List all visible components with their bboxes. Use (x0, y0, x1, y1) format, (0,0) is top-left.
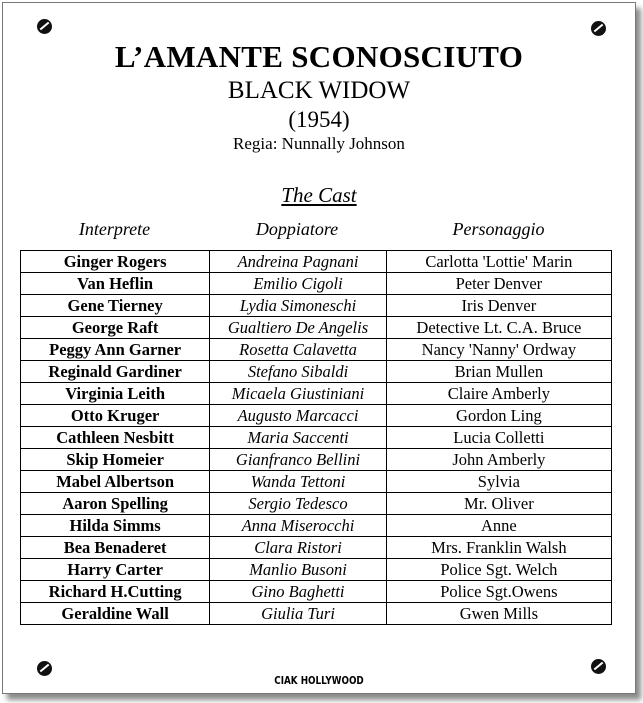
cast-dubber: Maria Saccenti (210, 427, 387, 449)
table-row (21, 515, 612, 537)
cast-dubber: Anna Miserocchi (210, 515, 387, 537)
cast-actor: Cathleen Nesbitt (21, 427, 210, 449)
cast-role: Mr. Oliver (386, 493, 611, 515)
ciak-hollywood-logo: CIAK HOLLYWOOD (274, 674, 364, 687)
column-header-role: Personaggio (452, 219, 545, 239)
table-row (21, 537, 612, 559)
table-row (21, 493, 612, 515)
movie-title: L’AMANTE SCONOSCIUTO (114, 39, 524, 74)
cast-role: Anne (386, 515, 611, 537)
director-credit: Regia: Nunnally Johnson (233, 134, 405, 153)
cast-dubber: Gualtiero De Angelis (210, 317, 387, 339)
cast-role: Police Sgt.Owens (386, 581, 611, 603)
cast-dubber: Andreina Pagnani (210, 251, 387, 273)
cast-actor: Ginger Rogers (21, 251, 210, 273)
cast-dubber: Wanda Tettoni (210, 471, 387, 493)
table-row (21, 295, 612, 317)
cast-dubber: Lydia Simoneschi (210, 295, 387, 317)
table-row (21, 427, 612, 449)
cast-actor: Bea Benaderet (21, 537, 210, 559)
cast-heading: The Cast (281, 183, 357, 207)
screw-bottom-left-icon (37, 661, 52, 676)
cast-dubber: Augusto Marcacci (210, 405, 387, 427)
cast-role: Peter Denver (386, 273, 611, 295)
cast-actor: Harry Carter (21, 559, 210, 581)
cast-dubber: Emilio Cigoli (210, 273, 387, 295)
column-header-actor: Interprete (78, 219, 151, 239)
cast-actor: Richard H.Cutting (21, 581, 210, 603)
cast-role: Nancy 'Nanny' Ordway (386, 339, 611, 361)
cast-actor: Reginald Gardiner (21, 361, 210, 383)
cast-actor: Peggy Ann Garner (21, 339, 210, 361)
table-row (21, 361, 612, 383)
table-row (21, 317, 612, 339)
original-title: BLACK WIDOW (227, 77, 411, 104)
cast-role: Gordon Ling (386, 405, 611, 427)
cast-role: Police Sgt. Welch (386, 559, 611, 581)
cast-actor: Gene Tierney (21, 295, 210, 317)
column-header-dubber: Doppiatore (255, 219, 339, 239)
cast-actor: Otto Kruger (21, 405, 210, 427)
screw-top-left-icon (37, 19, 52, 34)
cast-role: Lucia Colletti (386, 427, 611, 449)
table-row (21, 471, 612, 493)
screw-bottom-right-icon (591, 659, 606, 674)
release-year: (1954) (288, 107, 350, 132)
table-row (21, 405, 612, 427)
table-row (21, 559, 612, 581)
cast-dubber: Stefano Sibaldi (210, 361, 387, 383)
table-row (21, 251, 612, 273)
table-row (21, 603, 612, 625)
cast-actor: Geraldine Wall (21, 603, 210, 625)
table-row (21, 273, 612, 295)
cast-dubber: Sergio Tedesco (210, 493, 387, 515)
cast-role: Mrs. Franklin Walsh (386, 537, 611, 559)
cast-dubber: Rosetta Calavetta (210, 339, 387, 361)
cast-role: Iris Denver (386, 295, 611, 317)
cast-role: Carlotta 'Lottie' Marin (386, 251, 611, 273)
cast-role: John Amberly (386, 449, 611, 471)
cast-plaque (2, 2, 636, 694)
table-row (21, 449, 612, 471)
cast-dubber: Giulia Turi (210, 603, 387, 625)
cast-actor: Van Heflin (21, 273, 210, 295)
cast-actor: Mabel Albertson (21, 471, 210, 493)
cast-role: Sylvia (386, 471, 611, 493)
table-row (21, 339, 612, 361)
cast-role: Brian Mullen (386, 361, 611, 383)
cast-actor: George Raft (21, 317, 210, 339)
cast-actor: Aaron Spelling (21, 493, 210, 515)
cast-actor: Skip Homeier (21, 449, 210, 471)
cast-dubber: Manlio Busoni (210, 559, 387, 581)
cast-table (20, 250, 612, 625)
cast-role: Claire Amberly (386, 383, 611, 405)
cast-dubber: Gianfranco Bellini (210, 449, 387, 471)
screw-top-right-icon (591, 21, 606, 36)
table-row (21, 581, 612, 603)
cast-role: Detective Lt. C.A. Bruce (386, 317, 611, 339)
cast-actor: Virginia Leith (21, 383, 210, 405)
cast-dubber: Clara Ristori (210, 537, 387, 559)
cast-dubber: Micaela Giustiniani (210, 383, 387, 405)
table-row (21, 383, 612, 405)
cast-dubber: Gino Baghetti (210, 581, 387, 603)
cast-actor: Hilda Simms (21, 515, 210, 537)
cast-role: Gwen Mills (386, 603, 611, 625)
